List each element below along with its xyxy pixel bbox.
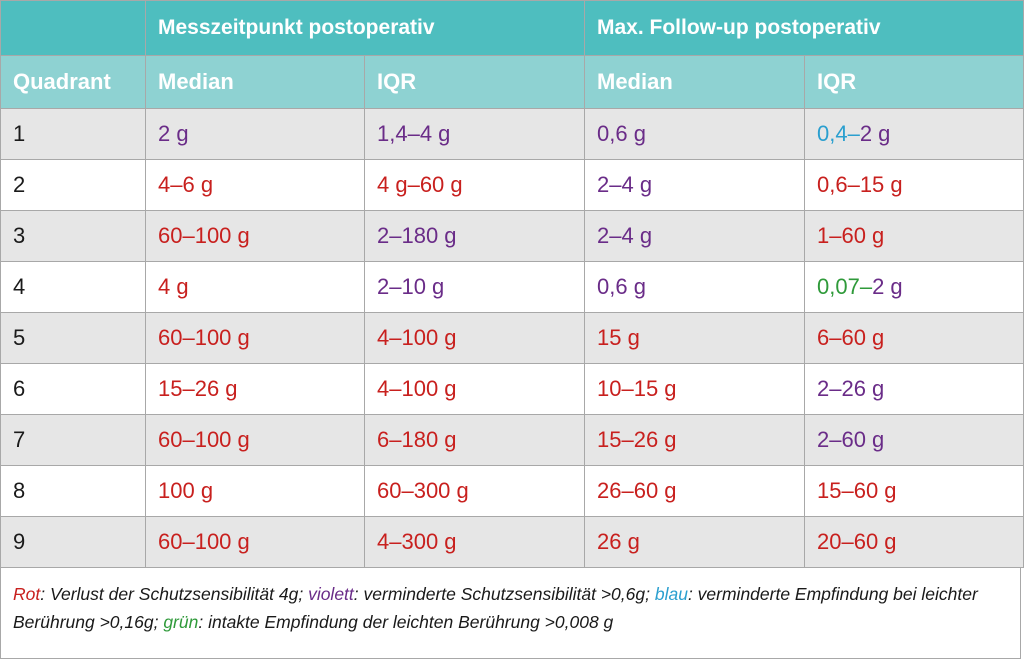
column-header-row bbox=[1, 56, 1024, 109]
cell-value: 15–26 g bbox=[158, 376, 238, 401]
cell-value: 4–6 g bbox=[158, 172, 214, 197]
table-row bbox=[1, 415, 1024, 466]
table-row bbox=[1, 262, 1024, 313]
cell-quadrant: 3 bbox=[1, 211, 146, 262]
legend-color-term-gruen: grün bbox=[163, 612, 199, 632]
cell-iqr-messzeitpunkt bbox=[365, 160, 585, 211]
group-header-row bbox=[1, 1, 1024, 56]
legend-color-term-rot: Rot bbox=[13, 584, 41, 604]
cell-value: 0,6 g bbox=[597, 274, 646, 299]
cell-value: 15–60 g bbox=[817, 478, 897, 503]
cell-value: 4 g–60 g bbox=[377, 172, 463, 197]
cell-value: 60–100 g bbox=[158, 223, 250, 248]
cell-value: 4–100 g bbox=[377, 376, 457, 401]
legend-text: : verminderte Schutzsensibilität >0,6g; bbox=[353, 584, 655, 604]
cell-value: 0,6–15 g bbox=[817, 172, 903, 197]
cell-value: 2–10 g bbox=[377, 274, 445, 299]
cell-quadrant: 5 bbox=[1, 313, 146, 364]
cell-iqr-follow-up bbox=[805, 211, 1024, 262]
cell-median-follow-up bbox=[585, 313, 805, 364]
cell-quadrant: 4 bbox=[1, 262, 146, 313]
legend-color-term-violett: violett bbox=[308, 584, 354, 604]
cell-median-messzeitpunkt bbox=[146, 415, 365, 466]
cell-iqr-messzeitpunkt bbox=[365, 517, 585, 568]
cell-value: 1,4–4 g bbox=[377, 121, 451, 146]
cell-median-follow-up bbox=[585, 211, 805, 262]
cell-value: 100 g bbox=[158, 478, 214, 503]
cell-median-follow-up bbox=[585, 160, 805, 211]
cell-median-follow-up bbox=[585, 517, 805, 568]
cell-value: 2 g bbox=[872, 274, 903, 299]
column-header-iqr-2: IQR bbox=[805, 56, 1024, 109]
cell-iqr-messzeitpunkt bbox=[365, 313, 585, 364]
group-header-follow-up: Max. Follow-up postoperativ bbox=[585, 1, 1024, 56]
cell-value: 2–180 g bbox=[377, 223, 457, 248]
cell-value: 0,07– bbox=[817, 274, 873, 299]
cell-value: 20–60 g bbox=[817, 529, 897, 554]
cell-value: 4–300 g bbox=[377, 529, 457, 554]
cell-value: 60–100 g bbox=[158, 529, 250, 554]
cell-median-messzeitpunkt bbox=[146, 262, 365, 313]
cell-quadrant: 2 bbox=[1, 160, 146, 211]
cell-median-messzeitpunkt bbox=[146, 313, 365, 364]
cell-median-follow-up bbox=[585, 415, 805, 466]
cell-value: 10–15 g bbox=[597, 376, 677, 401]
cell-value: 15 g bbox=[597, 325, 640, 350]
cell-iqr-follow-up bbox=[805, 109, 1024, 160]
legend-text: : intakte Empfindung der leichten Berührung >0,008 g bbox=[198, 612, 614, 632]
cell-value: 0,4– bbox=[817, 121, 860, 146]
cell-quadrant: 1 bbox=[1, 109, 146, 160]
cell-median-messzeitpunkt bbox=[146, 109, 365, 160]
legend-color-term-blau: blau bbox=[654, 584, 688, 604]
cell-value: 26–60 g bbox=[597, 478, 677, 503]
legend-text: : verminderte Empfindung bei leichter Berührung >0,16g; bbox=[13, 584, 978, 632]
cell-iqr-messzeitpunkt bbox=[365, 109, 585, 160]
table-row bbox=[1, 364, 1024, 415]
cell-value: 1–60 g bbox=[817, 223, 885, 248]
cell-value: 6–60 g bbox=[817, 325, 885, 350]
cell-value: 60–100 g bbox=[158, 427, 250, 452]
cell-median-follow-up bbox=[585, 109, 805, 160]
cell-median-messzeitpunkt bbox=[146, 211, 365, 262]
cell-value: 0,6 g bbox=[597, 121, 646, 146]
cell-quadrant: 7 bbox=[1, 415, 146, 466]
cell-median-follow-up bbox=[585, 364, 805, 415]
cell-median-messzeitpunkt bbox=[146, 364, 365, 415]
table-body bbox=[1, 109, 1024, 568]
cell-value: 60–100 g bbox=[158, 325, 250, 350]
cell-median-follow-up bbox=[585, 466, 805, 517]
cell-value: 2–4 g bbox=[597, 223, 653, 248]
cell-value: 2 g bbox=[158, 121, 189, 146]
cell-iqr-follow-up bbox=[805, 466, 1024, 517]
column-header-quadrant: Quadrant bbox=[1, 56, 146, 109]
table-row bbox=[1, 109, 1024, 160]
group-header-messzeitpunkt: Messzeitpunkt postoperativ bbox=[146, 1, 585, 56]
cell-quadrant: 6 bbox=[1, 364, 146, 415]
column-header-median-1: Median bbox=[146, 56, 365, 109]
color-legend bbox=[0, 567, 1021, 659]
cell-iqr-follow-up bbox=[805, 415, 1024, 466]
cell-median-messzeitpunkt bbox=[146, 466, 365, 517]
cell-iqr-follow-up bbox=[805, 313, 1024, 364]
table-row bbox=[1, 517, 1024, 568]
cell-value: 4 g bbox=[158, 274, 189, 299]
cell-iqr-messzeitpunkt bbox=[365, 364, 585, 415]
cell-value: 2–60 g bbox=[817, 427, 885, 452]
cell-value: 2 g bbox=[859, 121, 891, 146]
cell-value: 2–4 g bbox=[597, 172, 653, 197]
cell-median-follow-up bbox=[585, 262, 805, 313]
cell-value: 2–26 g bbox=[817, 376, 885, 401]
cell-iqr-messzeitpunkt bbox=[365, 466, 585, 517]
group-header-blank bbox=[1, 1, 146, 56]
cell-iqr-follow-up bbox=[805, 517, 1024, 568]
cell-value: 26 g bbox=[597, 529, 640, 554]
cell-median-messzeitpunkt bbox=[146, 160, 365, 211]
cell-value: 15–26 g bbox=[597, 427, 677, 452]
column-header-iqr-1: IQR bbox=[365, 56, 585, 109]
cell-iqr-follow-up bbox=[805, 364, 1024, 415]
cell-quadrant: 9 bbox=[1, 517, 146, 568]
cell-value: 60–300 g bbox=[377, 478, 469, 503]
cell-iqr-messzeitpunkt bbox=[365, 211, 585, 262]
legend-text: : Verlust der Schutzsensibilität 4g; bbox=[40, 584, 309, 604]
cell-iqr-follow-up bbox=[805, 160, 1024, 211]
table-row bbox=[1, 211, 1024, 262]
cell-value: 4–100 g bbox=[377, 325, 457, 350]
cell-median-messzeitpunkt bbox=[146, 517, 365, 568]
table-row bbox=[1, 466, 1024, 517]
column-header-median-2: Median bbox=[585, 56, 805, 109]
cell-iqr-messzeitpunkt bbox=[365, 415, 585, 466]
cell-value: 6–180 g bbox=[377, 427, 457, 452]
cell-iqr-follow-up bbox=[805, 262, 1024, 313]
cell-quadrant: 8 bbox=[1, 466, 146, 517]
table-row bbox=[1, 313, 1024, 364]
table-row bbox=[1, 160, 1024, 211]
cell-iqr-messzeitpunkt bbox=[365, 262, 585, 313]
